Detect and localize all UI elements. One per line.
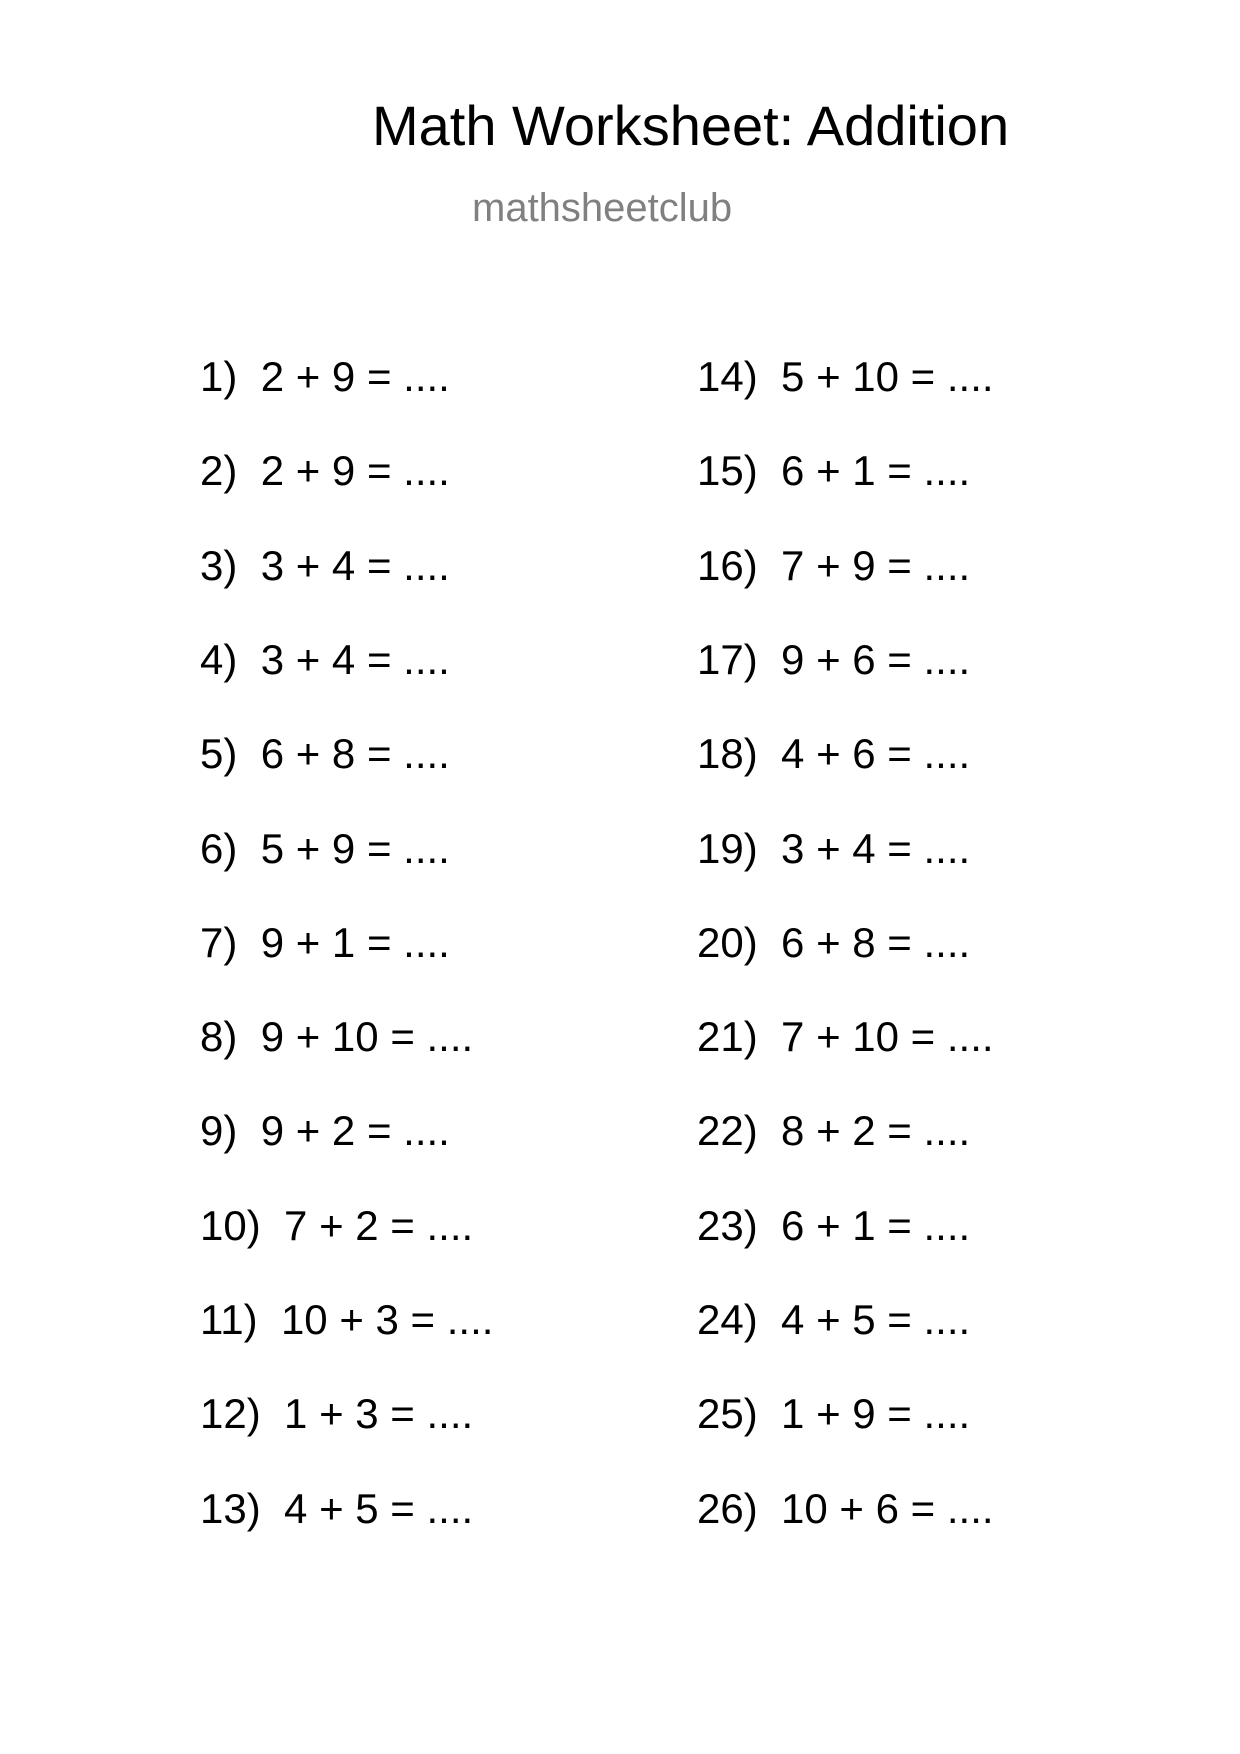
problem-item xyxy=(200,1296,494,1343)
spacer xyxy=(758,730,781,777)
spacer xyxy=(758,636,781,683)
problem-item xyxy=(200,447,450,494)
problem-expression: 7 + 2 = .... xyxy=(284,1202,474,1249)
spacer xyxy=(261,1202,284,1249)
problem-item xyxy=(200,1390,474,1437)
problem-number: 17) xyxy=(697,636,758,683)
problem-expression: 6 + 8 = .... xyxy=(260,730,450,777)
problem-item xyxy=(200,542,450,589)
problem-number: 25) xyxy=(697,1390,758,1437)
problem-expression: 4 + 6 = .... xyxy=(781,730,971,777)
page-title: Math Worksheet: Addition xyxy=(372,94,1010,157)
page-subtitle: mathsheetclub xyxy=(472,186,733,230)
problem-item xyxy=(697,1107,971,1154)
problem-number: 5) xyxy=(200,730,238,777)
problem-item xyxy=(697,825,971,872)
problem-item xyxy=(697,636,971,683)
problem-item xyxy=(697,1202,971,1249)
problem-number: 7) xyxy=(200,919,238,966)
problem-expression: 8 + 2 = .... xyxy=(781,1107,971,1154)
spacer xyxy=(237,636,260,683)
problem-expression: 7 + 10 = .... xyxy=(781,1013,994,1060)
problem-expression: 6 + 1 = .... xyxy=(781,447,971,494)
problem-item xyxy=(200,1107,450,1154)
problem-expression: 5 + 9 = .... xyxy=(260,825,450,872)
problem-expression: 3 + 4 = .... xyxy=(260,542,450,589)
problem-expression: 6 + 1 = .... xyxy=(781,1202,971,1249)
problem-number: 20) xyxy=(697,919,758,966)
spacer xyxy=(758,542,781,589)
problem-item xyxy=(697,1013,994,1060)
problem-item xyxy=(697,447,971,494)
problem-number: 24) xyxy=(697,1296,758,1343)
problem-expression: 10 + 3 = .... xyxy=(280,1296,494,1343)
problem-expression: 7 + 9 = .... xyxy=(781,542,971,589)
problem-expression: 9 + 2 = .... xyxy=(260,1107,450,1154)
spacer xyxy=(758,1390,781,1437)
problem-number: 26) xyxy=(697,1485,758,1532)
problem-number: 21) xyxy=(697,1013,758,1060)
spacer xyxy=(758,919,781,966)
problem-expression: 9 + 1 = .... xyxy=(260,919,450,966)
problem-number: 10) xyxy=(200,1202,261,1249)
spacer xyxy=(258,1296,281,1343)
problem-item xyxy=(697,1296,971,1343)
spacer xyxy=(758,1202,781,1249)
spacer xyxy=(261,1485,284,1532)
problem-item xyxy=(200,1485,474,1532)
problem-expression: 3 + 4 = .... xyxy=(781,825,971,872)
problem-item xyxy=(697,353,994,400)
problem-item xyxy=(200,730,450,777)
problem-number: 3) xyxy=(200,542,238,589)
problem-expression: 5 + 10 = .... xyxy=(781,353,994,400)
problem-number: 13) xyxy=(200,1485,261,1532)
problem-item xyxy=(697,542,971,589)
problem-number: 9) xyxy=(200,1107,238,1154)
problem-item xyxy=(200,1202,474,1249)
problem-expression: 2 + 9 = .... xyxy=(260,353,450,400)
spacer xyxy=(237,825,260,872)
spacer xyxy=(237,730,260,777)
problem-number: 6) xyxy=(200,825,238,872)
problem-number: 15) xyxy=(697,447,758,494)
problem-number: 19) xyxy=(697,825,758,872)
problem-number: 14) xyxy=(697,353,758,400)
problem-expression: 6 + 8 = .... xyxy=(781,919,971,966)
problem-number: 16) xyxy=(697,542,758,589)
spacer xyxy=(261,1390,284,1437)
problem-expression: 9 + 6 = .... xyxy=(781,636,971,683)
spacer xyxy=(237,1107,260,1154)
spacer xyxy=(758,1107,781,1154)
problem-expression: 9 + 10 = .... xyxy=(260,1013,474,1060)
problem-number: 4) xyxy=(200,636,238,683)
problem-expression: 4 + 5 = .... xyxy=(284,1485,474,1532)
spacer xyxy=(237,1013,260,1060)
problem-item xyxy=(200,825,450,872)
spacer xyxy=(758,447,781,494)
problem-expression: 1 + 3 = .... xyxy=(284,1390,474,1437)
problem-item xyxy=(697,1390,971,1437)
problem-expression: 2 + 9 = .... xyxy=(260,447,450,494)
problem-number: 22) xyxy=(697,1107,758,1154)
problem-number: 1) xyxy=(200,353,238,400)
problem-number: 18) xyxy=(697,730,758,777)
spacer xyxy=(758,353,781,400)
spacer xyxy=(758,1485,781,1532)
spacer xyxy=(758,825,781,872)
spacer xyxy=(237,919,260,966)
problem-number: 23) xyxy=(697,1202,758,1249)
problem-number: 8) xyxy=(200,1013,238,1060)
problem-number: 2) xyxy=(200,447,238,494)
problem-expression: 1 + 9 = .... xyxy=(781,1390,971,1437)
problem-item xyxy=(200,1013,474,1060)
problem-expression: 4 + 5 = .... xyxy=(781,1296,971,1343)
spacer xyxy=(237,447,260,494)
problem-item xyxy=(697,1485,994,1532)
spacer xyxy=(758,1296,781,1343)
problem-item xyxy=(697,730,971,777)
spacer xyxy=(237,353,260,400)
problem-expression: 10 + 6 = .... xyxy=(781,1485,994,1532)
problem-number: 11) xyxy=(200,1296,258,1343)
problem-item xyxy=(200,636,450,683)
problem-item xyxy=(697,919,971,966)
problem-expression: 3 + 4 = .... xyxy=(260,636,450,683)
problem-number: 12) xyxy=(200,1390,261,1437)
problem-item xyxy=(200,353,450,400)
problem-item xyxy=(200,919,450,966)
spacer xyxy=(758,1013,781,1060)
spacer xyxy=(237,542,260,589)
